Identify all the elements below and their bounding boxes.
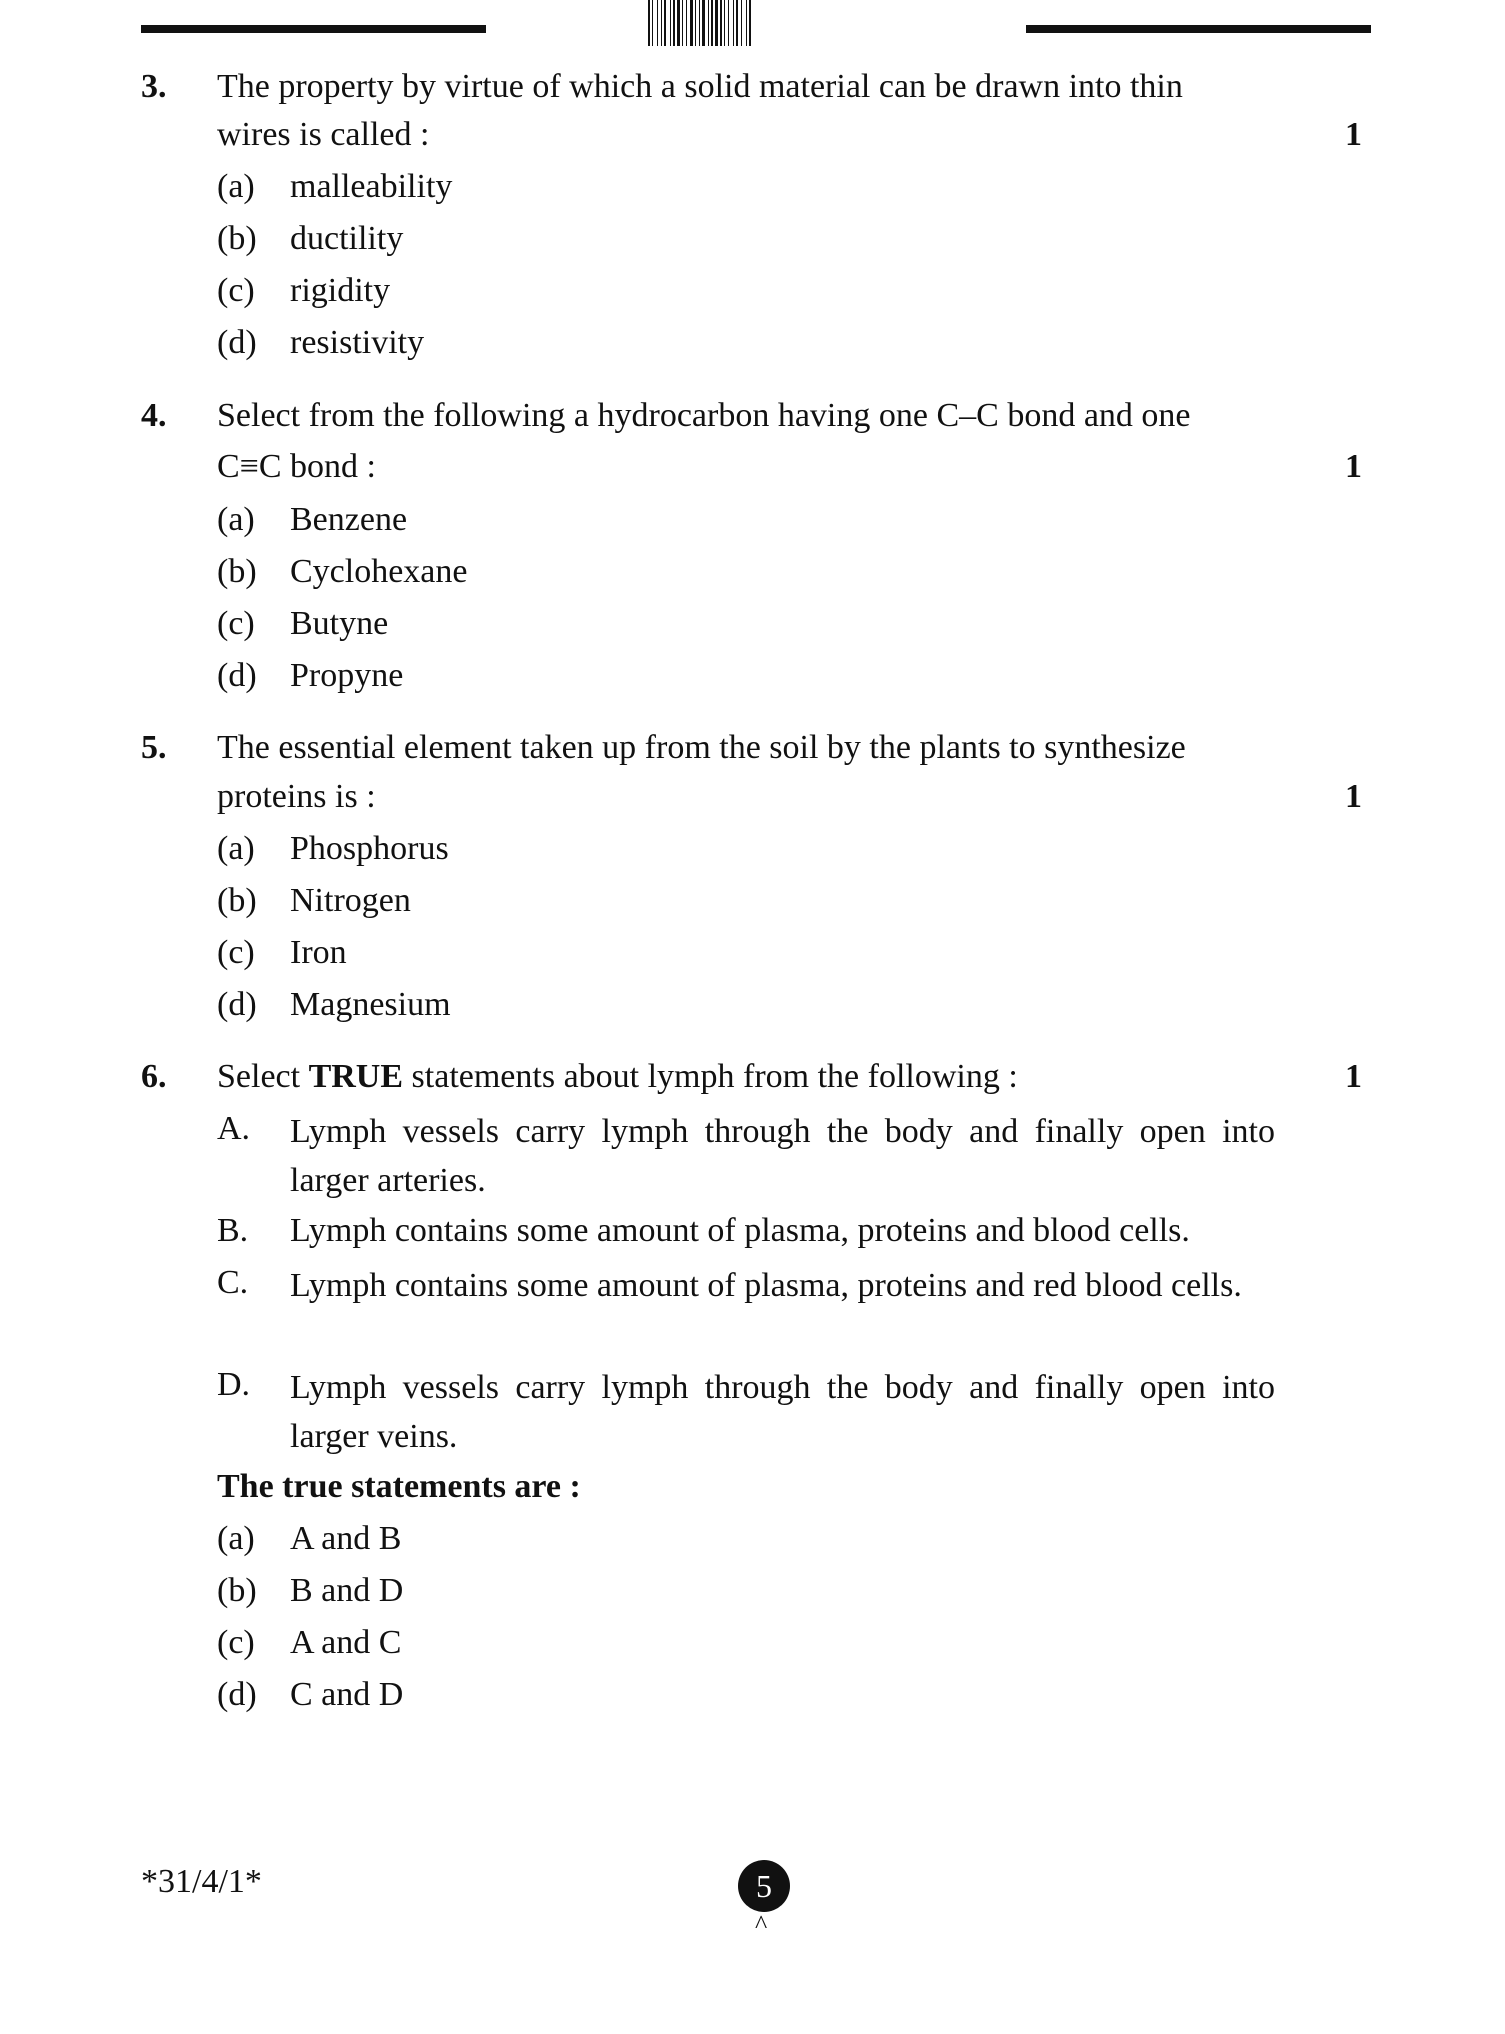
option-label: (d) (217, 324, 257, 361)
option-text: A and B (290, 1520, 402, 1557)
option-label: (b) (217, 220, 257, 257)
option-text: Iron (290, 934, 347, 971)
option-text: Nitrogen (290, 882, 411, 919)
option-a (217, 165, 452, 209)
statement-text: Lymph contains some amount of plasma, proteins and blood cells. (290, 1212, 1190, 1249)
option-label: (b) (217, 882, 257, 919)
option-text: Phosphorus (290, 830, 449, 867)
option-label: (a) (217, 168, 255, 205)
statement-label: C. (217, 1264, 249, 1301)
option-text: resistivity (290, 324, 425, 361)
option-b (217, 879, 411, 923)
option-text: ductility (290, 220, 404, 257)
option-label: (d) (217, 1676, 257, 1713)
caret-mark: ^ (755, 1910, 768, 1939)
statement-text: Lymph vessels carry lymph through the body and finally open into larger veins. (290, 1369, 1275, 1455)
option-text: Magnesium (290, 986, 451, 1023)
question-text-line-2: C≡C bond : (217, 448, 376, 485)
option-c (217, 1621, 401, 1665)
option-text: Benzene (290, 501, 408, 538)
prompt-post: statements about lymph from the following : (403, 1058, 1018, 1095)
question-number: 3. (141, 68, 167, 105)
question-number: 6. (141, 1058, 167, 1095)
option-text: Butyne (290, 605, 389, 642)
option-label: (a) (217, 830, 255, 867)
option-c (217, 931, 347, 975)
option-text: rigidity (290, 272, 391, 309)
question-number: 5. (141, 729, 167, 766)
option-d (217, 321, 424, 365)
option-text: A and C (290, 1624, 402, 1661)
question-text-line-2: proteins is : (217, 778, 376, 815)
question-text-line-2: wires is called : (217, 116, 430, 153)
option-d (217, 1673, 403, 1717)
option-label: (d) (217, 657, 257, 694)
question-marks: 1 (1345, 1058, 1362, 1095)
paper-code: *31/4/1* (141, 1863, 262, 1900)
option-b (217, 217, 403, 261)
page-number-badge: 5 (738, 1860, 790, 1912)
option-label: (a) (217, 501, 255, 538)
question-number: 4. (141, 397, 167, 434)
answer-heading: The true statements are : (217, 1468, 581, 1505)
option-label: (c) (217, 605, 255, 642)
option-d (217, 983, 451, 1027)
prompt-pre: Select (217, 1058, 309, 1095)
barcode-icon (646, 0, 871, 48)
option-label: (d) (217, 986, 257, 1023)
option-c (217, 602, 388, 646)
question-marks: 1 (1345, 778, 1362, 815)
option-c (217, 269, 390, 313)
option-b (217, 550, 468, 594)
statement-label: D. (217, 1366, 251, 1403)
question-text-line-1: The essential element taken up from the soil by the plants to synthesize (217, 729, 1186, 766)
question-text-line-1: The property by virtue of which a solid material can be drawn into thin (217, 68, 1183, 105)
option-label: (a) (217, 1520, 255, 1557)
statement-text: Lymph contains some amount of plasma, proteins and red blood cells. (290, 1267, 1242, 1304)
option-text: Propyne (290, 657, 404, 694)
option-a (217, 498, 407, 542)
statement-label: B. (217, 1212, 249, 1249)
option-text: malleability (290, 168, 453, 205)
option-a (217, 827, 449, 871)
question-text-line-1: Select from the following a hydrocarbon having one C–C bond and one (217, 397, 1191, 434)
option-label: (b) (217, 1572, 257, 1609)
statement-label: A. (217, 1110, 251, 1147)
option-label: (c) (217, 1624, 255, 1661)
option-label: (c) (217, 272, 255, 309)
header-rule-left (141, 25, 486, 33)
question-marks: 1 (1345, 116, 1362, 153)
question-prompt (217, 1055, 1275, 1099)
prompt-emphasis: TRUE (308, 1058, 404, 1095)
statement-text: Lymph vessels carry lymph through the body and finally open into larger arteries. (290, 1113, 1275, 1199)
option-a (217, 1517, 401, 1561)
option-text: C and D (290, 1676, 404, 1713)
option-label: (b) (217, 553, 257, 590)
option-text: Cyclohexane (290, 553, 468, 590)
option-text: B and D (290, 1572, 404, 1609)
header-rule-right (1026, 25, 1371, 33)
option-d (217, 654, 403, 698)
option-b (217, 1569, 403, 1613)
option-label: (c) (217, 934, 255, 971)
question-marks: 1 (1345, 448, 1362, 485)
